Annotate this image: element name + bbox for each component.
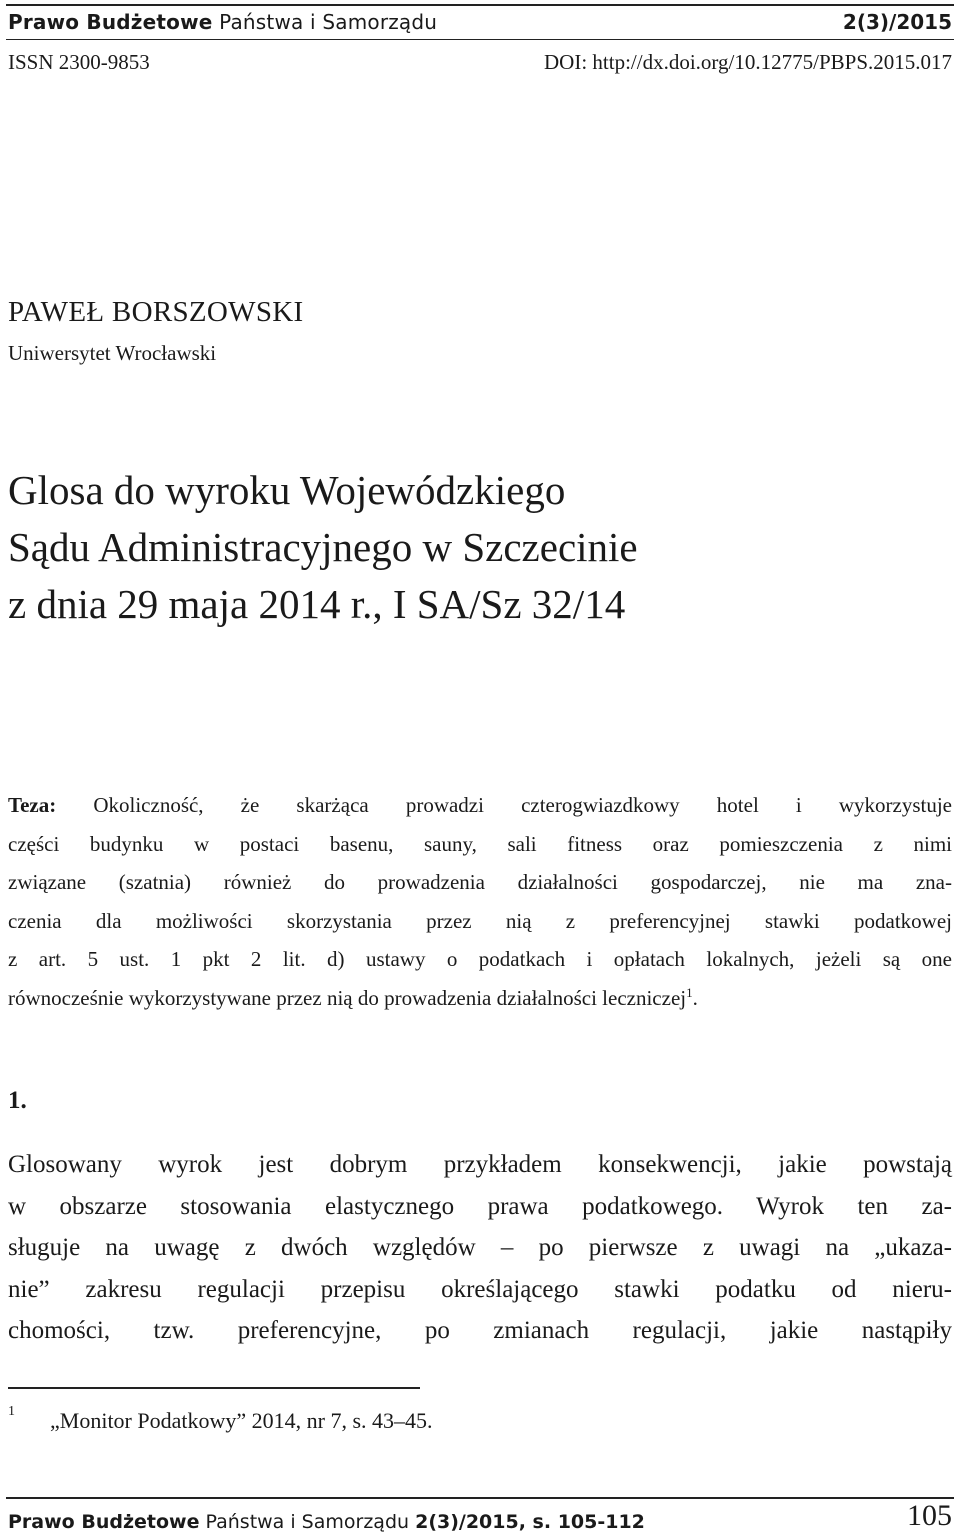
article-meta [8, 50, 952, 80]
page-number: 105 [907, 1499, 952, 1532]
body-line: Glosowany wyrok jest dobrym przykładem konsekwencji, jakie powstają [8, 1151, 952, 1178]
title-line: Sądu Administracyjnego w Szczecinie [8, 524, 638, 570]
thesis-line: części budynku w postaci basenu, sauny, sali fitness oraz pomieszczenia z nimi [8, 831, 952, 856]
header-rule-bottom [6, 39, 954, 40]
footer-rule [6, 1497, 954, 1499]
thesis-label: Teza: [8, 793, 57, 817]
thesis-line: czenia dla możliwości skorzystania przez nią z preferencyjnej stawki podatkowej [8, 908, 952, 933]
body-line: sługuje na uwagę z dwóch względów – po pierwsze z uwagi na „ukaza- [8, 1234, 952, 1261]
thesis-block [8, 786, 952, 1017]
footnote-separator [8, 1387, 420, 1389]
body-line: chomości, tzw. preferencyjne, po zmianach regulacji, jakie nastąpiły [8, 1317, 952, 1344]
thesis-line: związane (szatnia) również do prowadzenia działalności gospodarczej, nie ma zna- [8, 870, 952, 894]
journal-name [8, 10, 437, 34]
journal-name-bold: Prawo Budżetowe [8, 10, 213, 34]
footer-citation: Prawo Budżetowe Państwa i Samorządu 2(3)/2015, s. 105-112 [8, 1511, 645, 1533]
running-header [8, 8, 952, 36]
header-rule-top [6, 4, 954, 6]
journal-name-rest: Państwa i Samorządu [212, 10, 438, 34]
author-name: PAWEŁ BORSZOWSKI [8, 296, 304, 328]
thesis-line: z art. 5 ust. 1 pkt 2 lit. d) ustawy o podatkach i opłatach lokalnych, jeżeli są one [8, 947, 952, 971]
footnote-ref[interactable]: 1 [686, 984, 693, 1000]
body-line: nie” zakresu regulacji przepisu określającego stawki podatku od nieru- [8, 1275, 952, 1303]
section-body [8, 1144, 952, 1352]
thesis-line: Teza: Okoliczność, że skarżąca prowadzi czterogwiazdkowy hotel i wykorzystuje [8, 793, 952, 817]
body-line: w obszarze stosowania elastycznego prawa podatkowego. Wyrok ten za- [8, 1192, 952, 1220]
issn: ISSN 2300-9853 [8, 50, 150, 74]
section-number: 1. [8, 1087, 27, 1114]
footnote-number: 1 [8, 1404, 15, 1419]
author-affiliation: Uniwersytet Wrocławski [8, 341, 217, 365]
doi-link[interactable]: DOI: http://dx.doi.org/10.12775/PBPS.2015.017 [544, 50, 952, 74]
title-line: Glosa do wyroku Wojewódzkiego [8, 467, 566, 513]
running-footer [8, 1501, 952, 1533]
article-title [8, 462, 948, 633]
thesis-line: równocześnie wykorzystywane przez nią do prowadzenia działalności leczniczej$^1$. [8, 984, 698, 1010]
title-line: z dnia 29 maja 2014 r., I SA/Sz 32/14 [8, 581, 626, 627]
footnote-text: „Monitor Podatkowy” 2014, nr 7, s. 43–45. [50, 1408, 433, 1433]
issue-number: 2(3)/2015 [842, 10, 952, 34]
